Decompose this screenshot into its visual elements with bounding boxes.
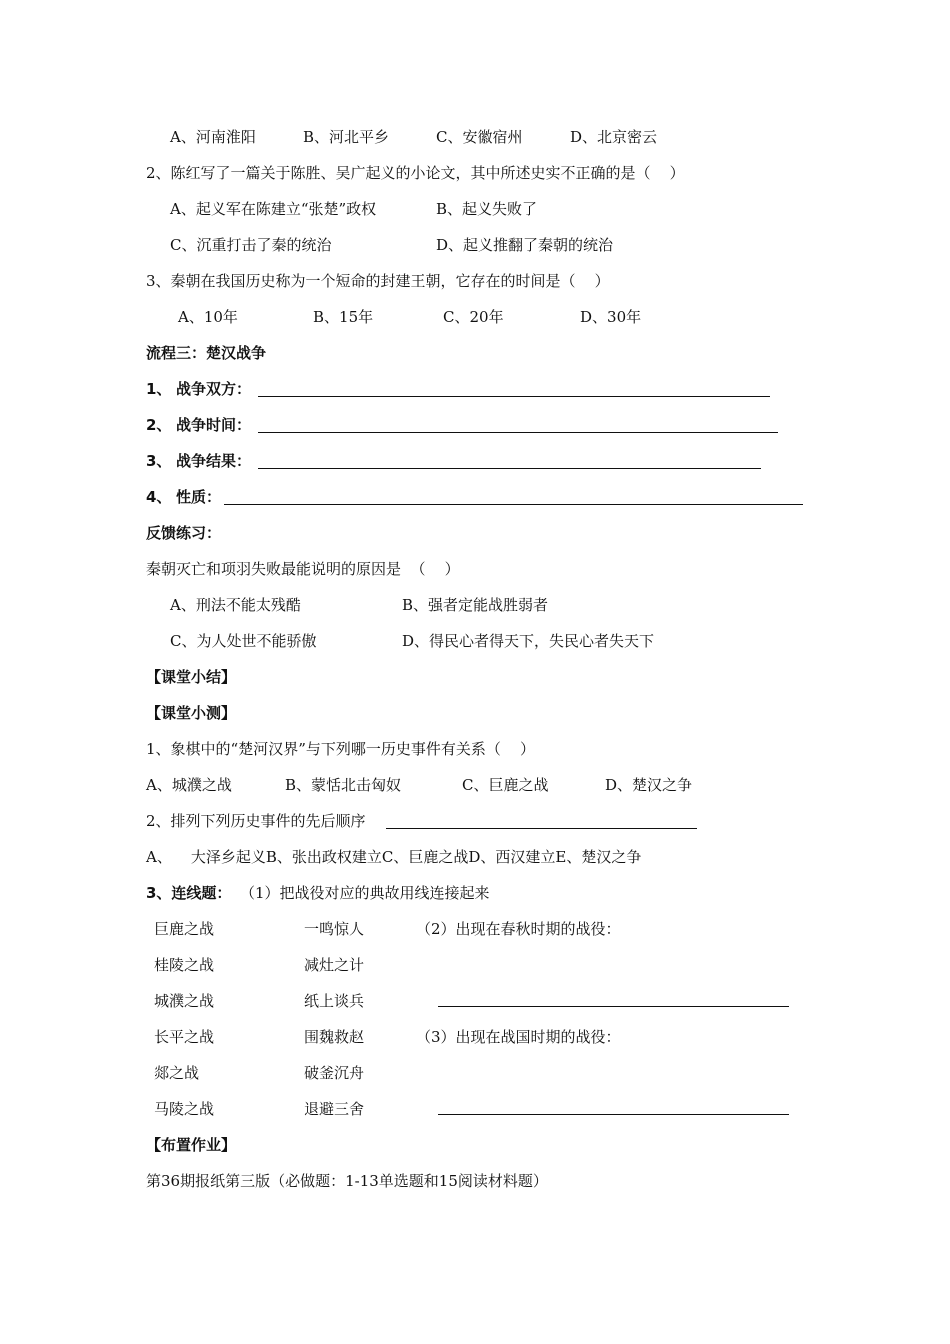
q3-option-c: C、20年 — [443, 308, 504, 326]
test-q3-label: 3、连线题： — [146, 884, 232, 902]
q1-option-c: C、安徽宿州 — [436, 128, 523, 146]
test-q2-blank[interactable] — [386, 828, 697, 829]
idiom-item[interactable]: 减灶之计 — [304, 956, 365, 974]
test-q3-instruction: （1）把战役对应的典故用线连接起来 — [240, 884, 490, 902]
process3-item-label-2: 战争时间： — [176, 416, 252, 434]
process3-item-num-3: 3、 — [146, 452, 172, 470]
idiom-item[interactable]: 纸上谈兵 — [304, 992, 365, 1010]
idiom-item[interactable]: 退避三舍 — [304, 1100, 365, 1118]
test-q1-option-b: B、蒙恬北击匈奴 — [285, 776, 402, 794]
process3-item-num-2: 2、 — [146, 416, 172, 434]
process3-blank-1[interactable] — [258, 396, 770, 397]
process3-title: 流程三：楚汉战争 — [146, 344, 267, 362]
process3-item-label-1: 战争双方： — [176, 380, 252, 398]
test-q3-sub2: （2）出现在春秋时期的战役： — [416, 920, 621, 938]
q3-stem: 3、秦朝在我国历史称为一个短命的封建王朝，它存在的时间是（ ） — [146, 272, 610, 290]
q2-option-d: D、起义推翻了秦朝的统治 — [436, 236, 614, 254]
q3-option-d: D、30年 — [580, 308, 642, 326]
battle-item[interactable]: 桂陵之战 — [154, 956, 215, 974]
q2-option-c: C、沉重打击了秦的统治 — [170, 236, 332, 254]
q3-option-b: B、15年 — [313, 308, 374, 326]
feedback-option-c: C、为人处世不能骄傲 — [170, 632, 317, 650]
idiom-item[interactable]: 围魏救赵 — [304, 1028, 365, 1046]
test-q3-sub3: （3）出现在战国时期的战役： — [416, 1028, 621, 1046]
feedback-stem: 秦朝灭亡和项羽失败最能说明的原因是 （ ） — [146, 560, 460, 578]
test-q3-sub3-blank[interactable] — [438, 1114, 789, 1115]
process3-item-label-3: 战争结果： — [176, 452, 252, 470]
q2-option-b: B、起义失败了 — [436, 200, 538, 218]
test-q1-option-d: D、楚汉之争 — [605, 776, 693, 794]
process3-item-label-4: 性质： — [176, 488, 222, 506]
feedback-option-b: B、强者定能战胜弱者 — [402, 596, 549, 614]
test-title: 【课堂小测】 — [146, 704, 237, 722]
battle-item[interactable]: 长平之战 — [154, 1028, 215, 1046]
process3-item-num-4: 4、 — [146, 488, 172, 506]
test-q2-events: A、 大泽乡起义B、张出政权建立C、巨鹿之战D、西汉建立E、楚汉之争 — [146, 848, 642, 866]
process3-item-num-1: 1、 — [146, 380, 172, 398]
process3-blank-4[interactable] — [224, 504, 803, 505]
q2-stem: 2、陈红写了一篇关于陈胜、吴广起义的小论文，其中所述史实不正确的是（ ） — [146, 164, 685, 182]
process3-blank-3[interactable] — [258, 468, 761, 469]
idiom-item[interactable]: 破釜沉舟 — [304, 1064, 365, 1082]
homework-title: 【布置作业】 — [146, 1136, 237, 1154]
feedback-title: 反馈练习： — [146, 524, 222, 542]
test-q1-stem: 1、象棋中的“楚河汉界”与下列哪一历史事件有关系（ ） — [146, 740, 535, 758]
battle-item[interactable]: 马陵之战 — [154, 1100, 215, 1118]
summary-title: 【课堂小结】 — [146, 668, 237, 686]
q2-option-a: A、起义军在陈建立“张楚”政权 — [170, 200, 377, 218]
feedback-option-a: A、刑法不能太残酷 — [170, 596, 301, 614]
q3-option-a: A、10年 — [178, 308, 238, 326]
q1-option-d: D、北京密云 — [570, 128, 658, 146]
q1-option-b: B、河北平乡 — [303, 128, 390, 146]
battle-item[interactable]: 巨鹿之战 — [154, 920, 215, 938]
battle-item[interactable]: 郯之战 — [154, 1064, 200, 1082]
q1-option-a: A、河南淮阳 — [170, 128, 256, 146]
feedback-option-d: D、得民心者得天下，失民心者失天下 — [402, 632, 655, 650]
idiom-item[interactable]: 一鸣惊人 — [304, 920, 365, 938]
test-q1-option-c: C、巨鹿之战 — [462, 776, 549, 794]
battle-item[interactable]: 城濮之战 — [154, 992, 215, 1010]
test-q3-sub2-blank[interactable] — [438, 1006, 789, 1007]
test-q2-stem: 2、排列下列历史事件的先后顺序 — [146, 812, 366, 830]
process3-blank-2[interactable] — [258, 432, 778, 433]
homework-text: 第36期报纸第三版（必做题：1-13单选题和15阅读材料题） — [146, 1172, 548, 1190]
test-q1-option-a: A、城濮之战 — [146, 776, 232, 794]
